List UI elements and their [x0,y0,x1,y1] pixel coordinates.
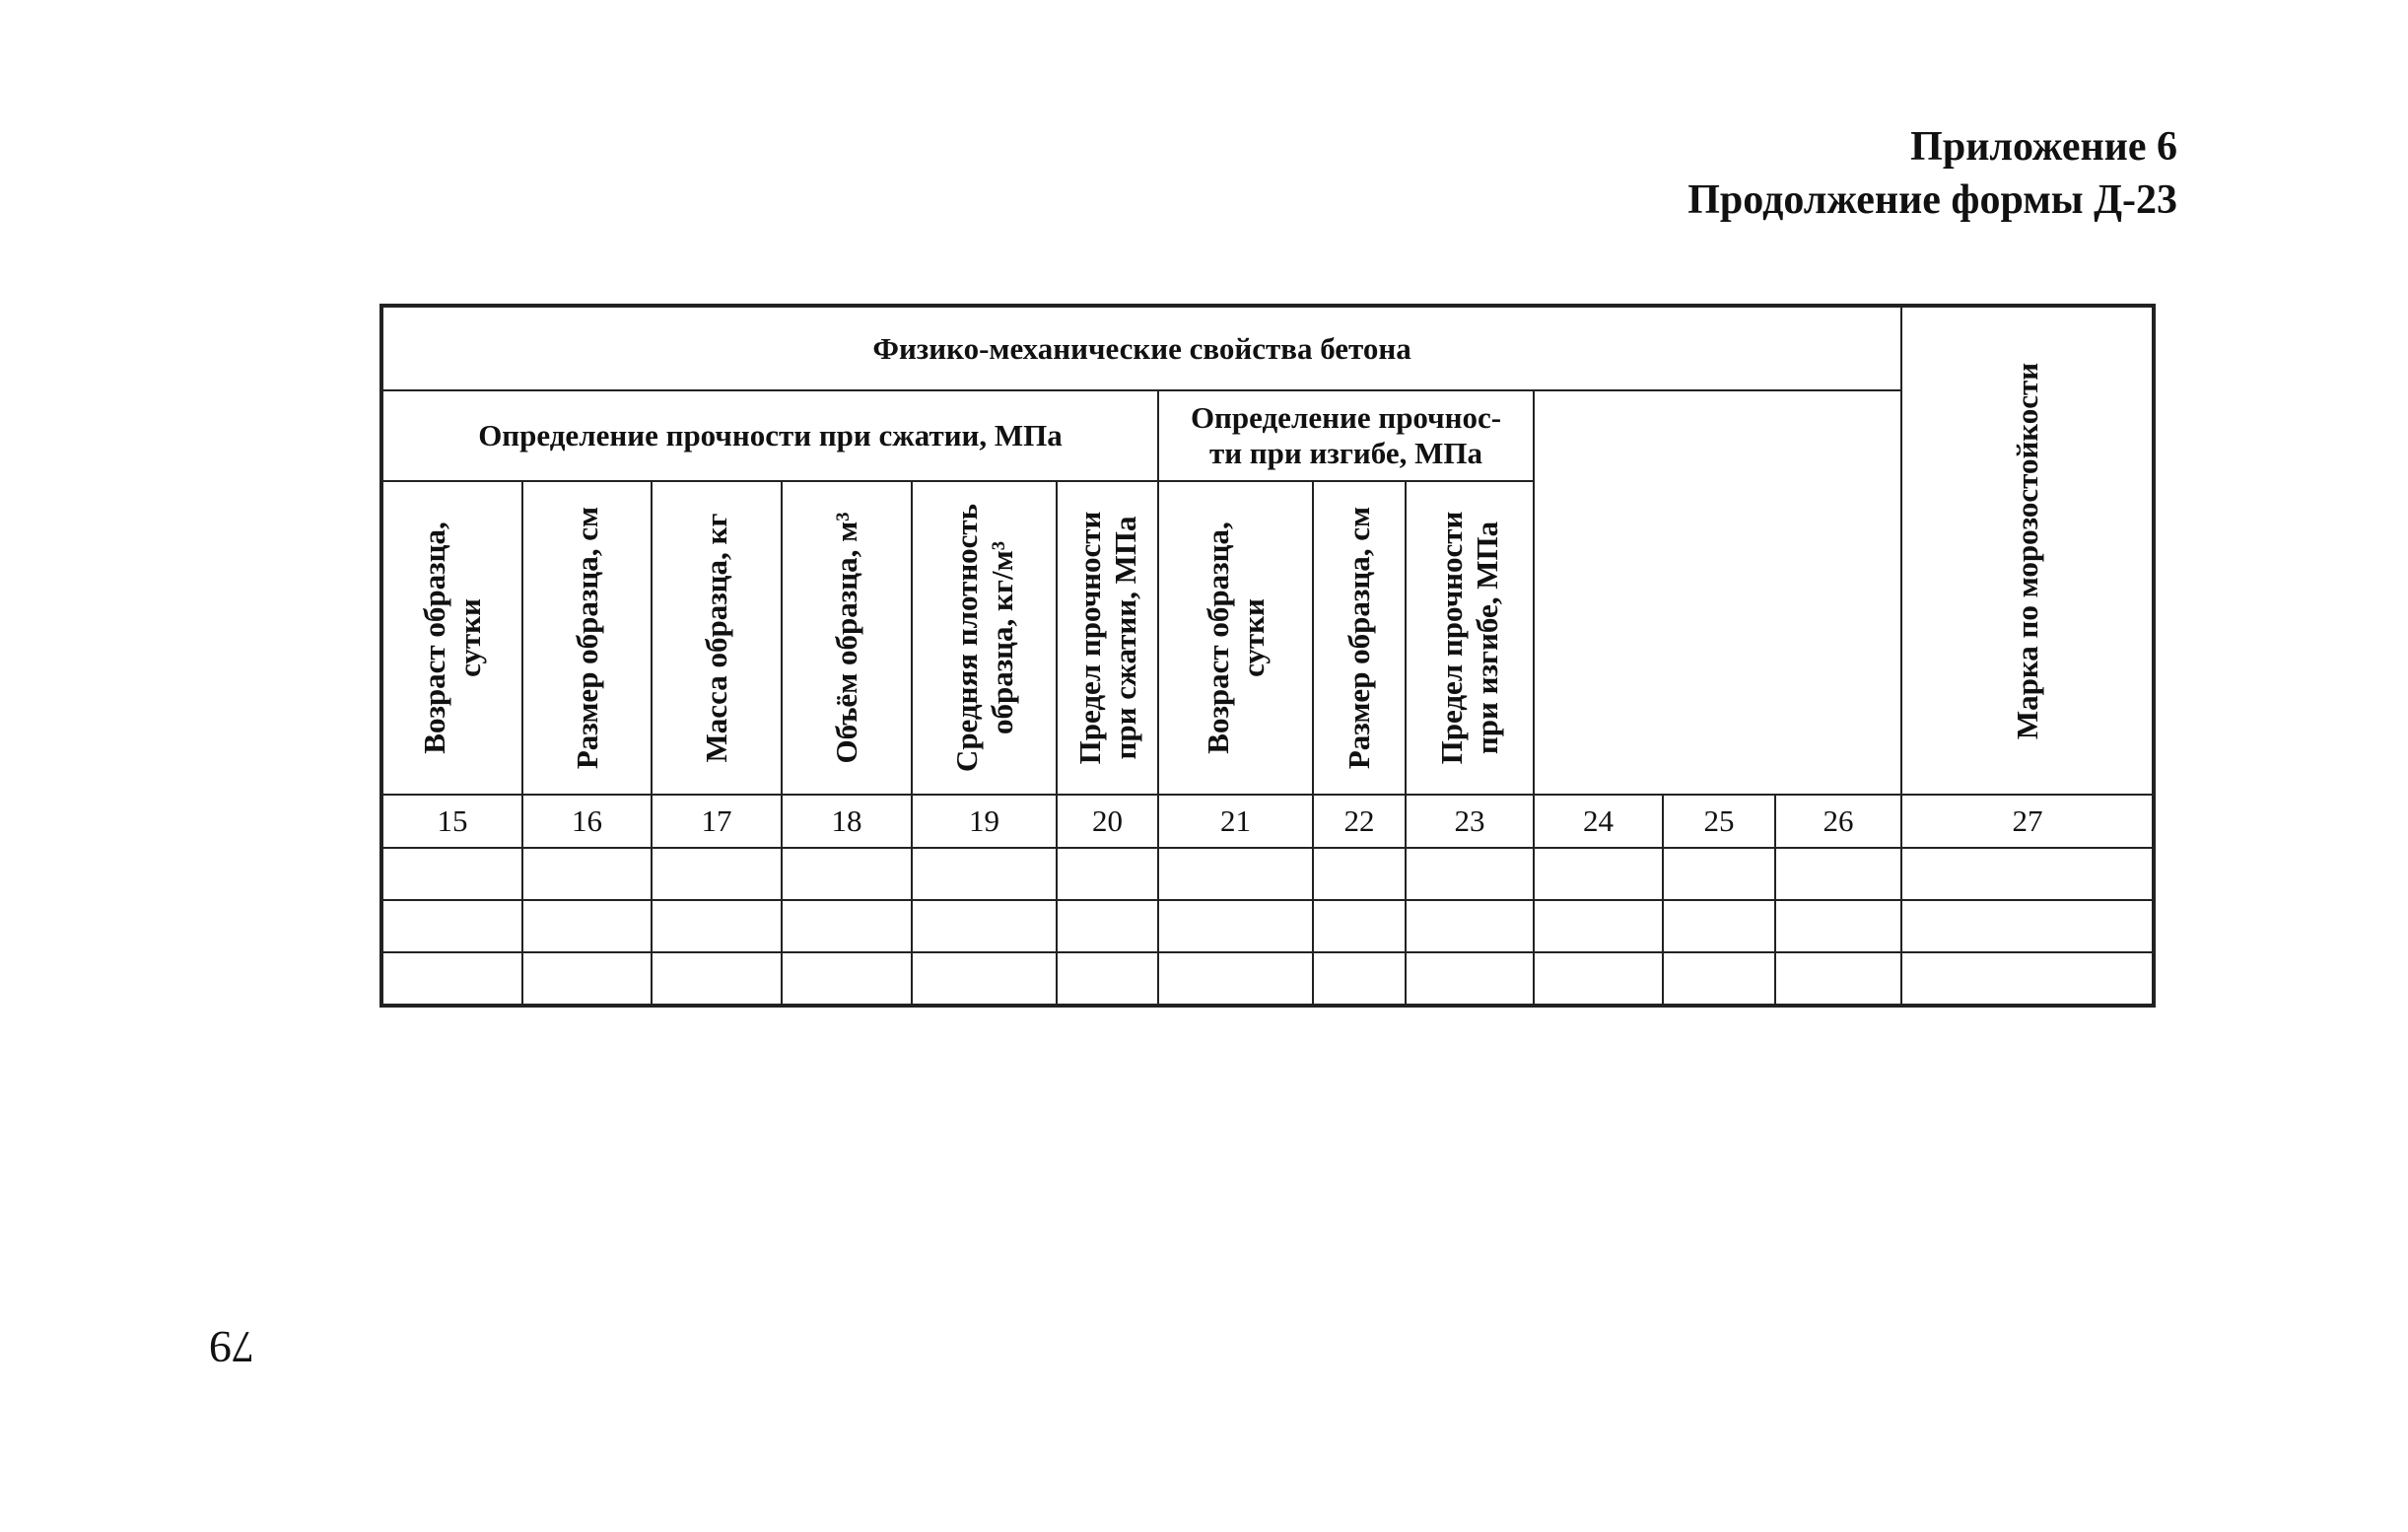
column-number: 25 [1663,795,1775,848]
empty-cell [1534,848,1663,900]
empty-cell [381,848,522,900]
empty-cell [522,952,652,1006]
empty-cell [782,900,912,952]
col24-label: Марка по морозостойкости [2010,362,2045,739]
empty-cell [1663,848,1775,900]
col17-header [652,481,782,795]
compression-title-cell [381,390,1158,481]
empty-cell [652,900,782,952]
appendix-title: Приложение 6 [1910,124,2177,170]
empty-cell [652,952,782,1006]
empty-cell [1406,952,1534,1006]
table-row [381,952,2154,1006]
col20-header [1057,481,1158,795]
empty-cell [1313,952,1406,1006]
empty-cell [1057,900,1158,952]
col15-header [381,481,522,795]
col24-header [1901,306,2154,795]
col18-header [782,481,912,795]
bending-title-line1: Определение прочнос- [1190,400,1502,435]
col18-label: Объём образца, м³ [829,512,863,764]
empty-cell [1901,848,2154,900]
empty-cell [1901,952,2154,1006]
empty-cell [1406,900,1534,952]
empty-cell [1901,900,2154,952]
col15-label: Возраст образца, сутки [417,522,487,754]
page-number: 79 [209,1322,254,1372]
column-number: 16 [522,795,652,848]
table-row [381,848,2154,900]
page-heading [1687,120,2177,227]
empty-cell [1663,900,1775,952]
empty-cell [522,848,652,900]
empty-cell [1057,848,1158,900]
column-number: 15 [381,795,522,848]
col19-label: Средняя плотность образца, кг/м³ [948,503,1019,773]
column-number: 23 [1406,795,1534,848]
empty-cell [1534,952,1663,1006]
empty-cell [1775,900,1901,952]
column-number: 20 [1057,795,1158,848]
col16-label: Размер образца, см [569,506,604,770]
empty-cell [1158,952,1313,1006]
empty-cell [1158,900,1313,952]
empty-cell [652,848,782,900]
empty-cell [912,900,1057,952]
column-number: 17 [652,795,782,848]
col22-label: Размер образца, см [1342,506,1376,770]
group-title: Физико-механические свойства бетона [872,330,1411,366]
column-number: 22 [1313,795,1406,848]
empty-cell [1406,848,1534,900]
table-row [381,900,2154,952]
empty-cell [912,952,1057,1006]
empty-cell [912,848,1057,900]
column-number: 27 [1901,795,2154,848]
form-continuation-title: Продолжение формы Д-23 [1687,177,2177,223]
col16-header [522,481,652,795]
empty-cell [1663,952,1775,1006]
col20-label: Предел прочности при сжатии, МПа [1071,511,1142,765]
col23-header [1406,481,1534,795]
empty-cell [1313,900,1406,952]
column-number: 21 [1158,795,1313,848]
empty-cell [1158,848,1313,900]
bending-title-line2: ти при изгибе, МПа [1208,436,1483,470]
col19-header [912,481,1057,795]
empty-cell [1057,952,1158,1006]
empty-cell [1534,900,1663,952]
empty-cell [782,952,912,1006]
col22-header [1313,481,1406,795]
column-number: 19 [912,795,1057,848]
column-number: 18 [782,795,912,848]
empty-cell [1775,848,1901,900]
col21-label: Возраст образца, сутки [1200,522,1271,754]
column-number: 26 [1775,795,1901,848]
empty-cell [381,900,522,952]
col17-label: Масса образца, кг [699,513,733,763]
empty-cell [522,900,652,952]
column-number: 24 [1534,795,1663,848]
compression-title: Определение прочности при сжатии, МПа [478,418,1063,453]
empty-cell [381,952,522,1006]
empty-cell [1313,848,1406,900]
column-number-row [381,795,2154,848]
bending-title-cell [1158,390,1534,481]
empty-cell [782,848,912,900]
group-title-cell [381,306,1901,390]
col21-header [1158,481,1313,795]
form-d23-table [379,304,2156,1008]
col23-label: Предел прочности при изгибе, МПа [1434,511,1504,765]
empty-cell [1775,952,1901,1006]
